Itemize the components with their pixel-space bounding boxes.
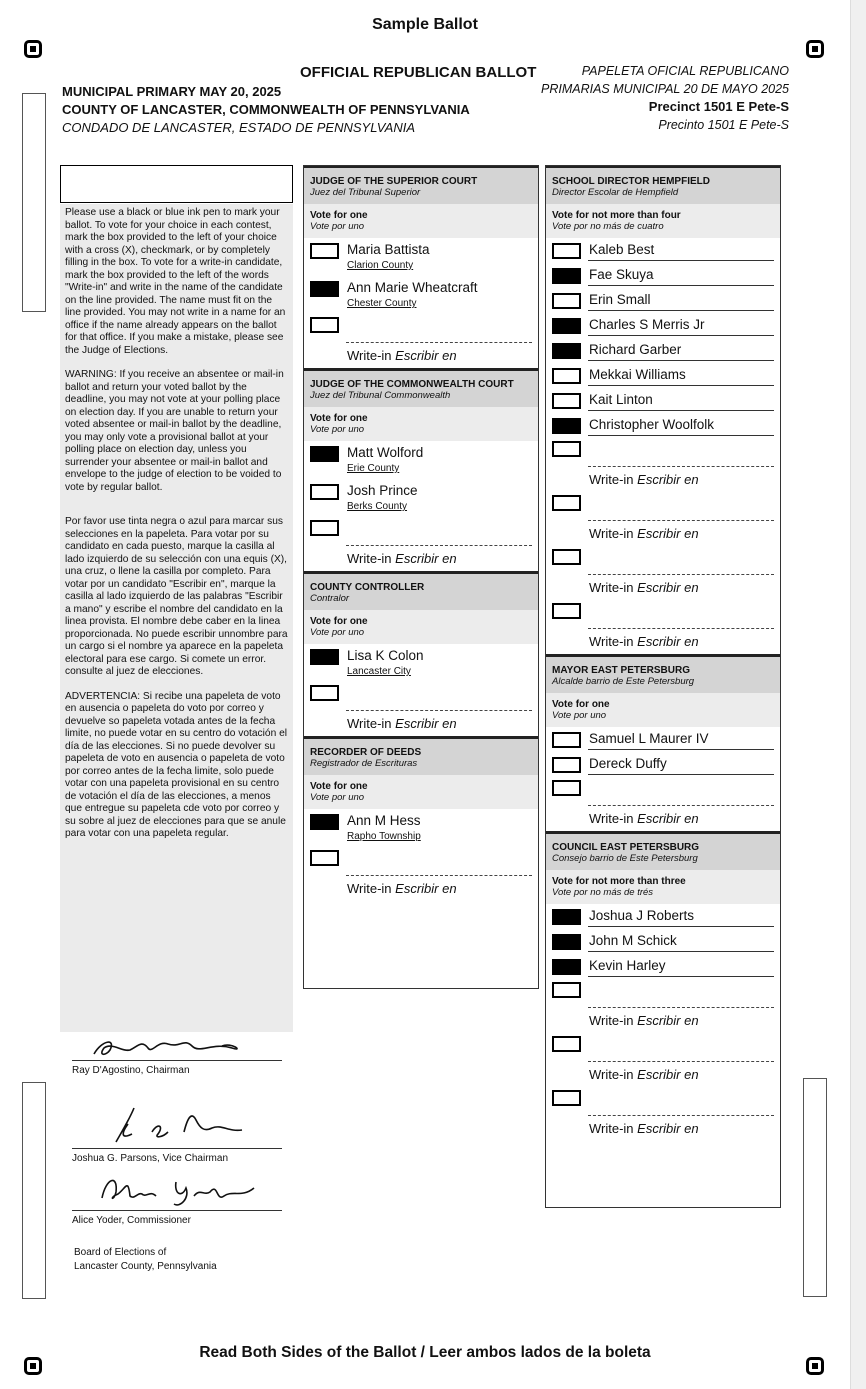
write-in-label: Write-in Escribir en — [589, 634, 699, 649]
vote-instruction: Vote for one Vote por uno — [304, 610, 538, 644]
write-in-line[interactable] — [346, 545, 532, 546]
signature-alice-yoder — [72, 1168, 272, 1210]
candidate-name: Ann Marie Wheatcraft — [347, 280, 478, 295]
vote-instruction: Vote for not more than three Vote por no más de trés — [546, 870, 780, 904]
candidate-name: Dereck Duffy — [589, 756, 667, 771]
primary-date-es: PRIMARIAS MUNICIPAL 20 DE MAYO 2025 — [541, 82, 789, 96]
candidate-name: Kevin Harley — [589, 958, 666, 973]
candidate-name: Josh Prince — [347, 483, 418, 498]
candidate-name: Kait Linton — [589, 392, 653, 407]
candidate-row[interactable] — [546, 338, 780, 363]
signature-commissioner — [72, 1168, 282, 1226]
signature-vice-chairman — [72, 1102, 282, 1164]
contest-title: COUNTY CONTROLLER — [310, 582, 425, 593]
contest-header — [546, 168, 780, 204]
candidate-row[interactable] — [546, 929, 780, 954]
candidate-row[interactable] — [546, 313, 780, 338]
vote-oval[interactable] — [310, 484, 339, 500]
vote-oval-filled[interactable] — [310, 446, 339, 462]
contest-subtitle: Director Escolar de Hempfield — [552, 187, 679, 198]
candidate-row[interactable] — [546, 413, 780, 438]
precinct-es: Precinto 1501 E Pete-S — [658, 118, 789, 132]
write-in-row[interactable] — [546, 979, 780, 1033]
write-in-oval[interactable] — [552, 441, 581, 457]
write-in-label: Write-in Escribir en — [589, 811, 699, 826]
write-in-oval[interactable] — [552, 982, 581, 998]
signature-joshua-parsons — [72, 1102, 272, 1148]
instructions-es: Por favor use tinta negra o azul para marcar sus selecciones en la papeleta. Para votar por su candidato en cada puesto, marque la casilla al lado izquierdo de su selección con una equis (X), una cruz, o llene la casilla por completo. Para votar por un candidato "Escribir en", marque la casilla al lado izquierdo de las palabras "Escribir a mano" y escribe el nombre del candidato en la linea provista. El nombre debe caber en la linea proporcionada. No puede escribir unnombre para un cargo si el nombre ya aparece en la papeleta electoral para ese cargo. Si comete un error. consulte al juez de elecciones. — [65, 516, 288, 677]
candidate-name: Ann M Hess — [347, 813, 421, 828]
precinct: Precinct 1501 E Pete-S — [648, 99, 789, 114]
contest-subtitle: Juez del Tribunal Commonwealth — [310, 390, 451, 401]
contest-header — [546, 834, 780, 870]
write-in-label: Write-in Escribir en — [589, 1013, 699, 1028]
registration-mark-top-left — [24, 40, 42, 58]
write-in-row[interactable] — [304, 847, 538, 901]
contest-subtitle: Alcalde barrio de Este Petersburg — [552, 676, 695, 687]
contest-header — [304, 739, 538, 775]
timing-bar-left-top — [22, 93, 46, 312]
signer-name: Alice Yoder, Commissioner — [72, 1215, 191, 1226]
timing-bar-left-bottom — [22, 1082, 46, 1299]
write-in-line[interactable] — [588, 574, 774, 575]
ballot-header-left — [62, 83, 470, 137]
vote-oval[interactable] — [552, 393, 581, 409]
write-in-row[interactable] — [546, 1087, 780, 1141]
sample-ballot-title: Sample Ballot — [372, 16, 478, 33]
candidate-county: Chester County — [347, 298, 417, 309]
candidate-name: Fae Skuya — [589, 267, 654, 282]
write-in-label: Write-in Escribir en — [589, 472, 699, 487]
write-in-oval[interactable] — [552, 780, 581, 796]
vote-oval-filled[interactable] — [552, 268, 581, 284]
candidate-row[interactable] — [546, 752, 780, 777]
footer-note: Read Both Sides of the Ballot / Leer ambos lados de la boleta — [199, 1344, 651, 1361]
county-name-es: CONDADO DE LANCASTER, ESTADO DE PENNSYLVANIA — [62, 120, 416, 135]
write-in-row[interactable] — [546, 546, 780, 600]
warning-en: WARNING: If you receive an absentee or mail-in ballot and return your voted ballot by the deadline, you may not vote at your polling place on election day. If you are unable to return your voted absentee or mail-in ballot by the deadline, you may only vote a provisional ballot at your polling place on election day, unless you surrender your absentee or mail-in ballot and envelope to the judge of election to be voided to vote by regular ballot. — [65, 369, 284, 493]
candidate-name: John M Schick — [589, 933, 677, 948]
scrollbar[interactable] — [850, 0, 866, 1389]
write-in-line[interactable] — [346, 875, 532, 876]
ballot-column-3 — [545, 165, 781, 1208]
contest-subtitle: Juez del Tribunal Superior — [310, 187, 421, 198]
contest-title: MAYOR EAST PETERSBURG — [552, 665, 690, 676]
contest-header — [304, 574, 538, 610]
contest-title: JUDGE OF THE SUPERIOR COURT — [310, 176, 478, 187]
candidate-county: Erie County — [347, 463, 400, 474]
signature-ray-dagostino — [72, 1036, 272, 1060]
write-in-line[interactable] — [588, 805, 774, 806]
vote-instruction: Vote for not more than four Vote por no más de cuatro — [546, 204, 780, 238]
ballot-title-es: PAPELETA OFICIAL REPUBLICANO — [581, 64, 789, 78]
candidate-name: Samuel L Maurer IV — [589, 731, 709, 746]
write-in-oval[interactable] — [552, 495, 581, 511]
vote-oval-filled[interactable] — [310, 814, 339, 830]
contest-subtitle: Consejo barrio de Este Petersburg — [552, 853, 698, 864]
candidate-name: Matt Wolford — [347, 445, 424, 460]
write-in-label: Write-in Escribir en — [347, 716, 457, 731]
candidate-county: Lancaster City — [347, 666, 411, 677]
contest-title: SCHOOL DIRECTOR HEMPFIELD — [552, 176, 710, 187]
write-in-label: Write-in Escribir en — [589, 580, 699, 595]
write-in-line[interactable] — [588, 1061, 774, 1062]
write-in-line[interactable] — [588, 520, 774, 521]
candidate-county: Clarion County — [347, 260, 414, 271]
candidate-row[interactable] — [546, 904, 780, 929]
write-in-row[interactable] — [546, 1033, 780, 1087]
vote-oval-filled[interactable] — [552, 959, 581, 975]
ballot-stub-box — [60, 165, 293, 203]
candidate-row[interactable] — [546, 954, 780, 979]
contest-subtitle: Registrador de Escrituras — [310, 758, 418, 769]
vote-oval-filled[interactable] — [552, 909, 581, 925]
contest-superior-court — [304, 166, 538, 368]
write-in-line[interactable] — [588, 1007, 774, 1008]
vote-oval-filled[interactable] — [552, 343, 581, 359]
county-name: COUNTY OF LANCASTER, COMMONWEALTH OF PENNSYLVANIA — [62, 102, 470, 117]
candidate-row[interactable] — [304, 238, 538, 276]
candidate-county: Rapho Township — [347, 831, 421, 842]
vote-oval[interactable] — [552, 757, 581, 773]
vote-oval[interactable] — [310, 243, 339, 259]
candidate-row[interactable] — [304, 276, 538, 314]
warning-es: ADVERTENCIA: Si recibe una papeleta de voto en ausencia o papeleta do voto por correo y devuelve so papeleta votada antes de la fecha limite, no puede votar en su centro do votación el día de las elecciones. Si no puede devolver su papeleta de voto en ausencia o papeleta de voto por correo antes de la fecha limite, solo puede votar con una papeleta provisional en su centro de votación el día de las elecciones, a menos que entregue su papeleta cde voto por correo y su sobre al juez de elecciones para que se anule para votar con una papeleta regular. — [65, 690, 287, 839]
contest-header — [304, 371, 538, 407]
primary-date: MUNICIPAL PRIMARY MAY 20, 2025 — [62, 84, 282, 99]
write-in-oval[interactable] — [552, 549, 581, 565]
write-in-line[interactable] — [588, 1115, 774, 1116]
vote-instruction: Vote for one Vote por uno — [304, 204, 538, 238]
candidate-row[interactable] — [546, 238, 780, 263]
write-in-line[interactable] — [346, 342, 532, 343]
write-in-line[interactable] — [588, 628, 774, 629]
candidate-name: Erin Small — [589, 292, 651, 307]
write-in-row[interactable] — [546, 777, 780, 831]
write-in-row[interactable] — [304, 682, 538, 736]
contest-council — [546, 831, 780, 1141]
candidate-row[interactable] — [304, 809, 538, 847]
timing-bar-right-bottom — [803, 1078, 827, 1297]
candidate-row[interactable] — [304, 479, 538, 517]
candidate-row[interactable] — [546, 388, 780, 413]
write-in-oval[interactable] — [552, 1090, 581, 1106]
board-line-2: Lancaster County, Pennsylvania — [74, 1261, 217, 1272]
write-in-oval[interactable] — [310, 850, 339, 866]
write-in-oval[interactable] — [310, 685, 339, 701]
vote-oval[interactable] — [552, 243, 581, 259]
contest-subtitle: Contralor — [310, 593, 350, 604]
write-in-label: Write-in Escribir en — [347, 348, 457, 363]
write-in-row[interactable] — [304, 314, 538, 368]
board-of-elections — [74, 1246, 217, 1274]
instructions-en: Please use a black or blue ink pen to mark your ballot. To vote for your choice in each contest, mark the box provided to the left of your choice with a cross (X), checkmark, or by completely filling in the box. To vote for a write-in candidate, mark the box provided to the left of the words "Write-in" and write in the name of the candidate on the line provided. The name must fit on the line provided. You may not write in a name for an office if the name already appears on the ballot for that office. If you make a mistake, please see the Judge of Elections. — [65, 207, 286, 356]
contest-county-controller — [304, 571, 538, 736]
write-in-line[interactable] — [588, 466, 774, 467]
candidate-row[interactable] — [546, 363, 780, 388]
vote-instruction: Vote for one Vote por uno — [546, 693, 780, 727]
write-in-label: Write-in Escribir en — [347, 551, 457, 566]
signer-name: Ray D'Agostino, Chairman — [72, 1065, 190, 1076]
candidate-row[interactable] — [304, 441, 538, 479]
instructions-panel — [60, 204, 293, 1032]
signer-name: Joshua G. Parsons, Vice Chairman — [72, 1153, 229, 1164]
candidate-name: Richard Garber — [589, 342, 682, 357]
write-in-oval[interactable] — [552, 603, 581, 619]
candidate-name: Kaleb Best — [589, 242, 655, 257]
vote-oval-filled[interactable] — [552, 418, 581, 434]
ballot-column-2 — [303, 165, 539, 989]
contest-header — [546, 657, 780, 693]
vote-oval[interactable] — [552, 368, 581, 384]
signature-chairman — [72, 1036, 282, 1076]
candidate-name: Christopher Woolfolk — [589, 417, 715, 432]
write-in-label: Write-in Escribir en — [589, 1121, 699, 1136]
vote-instruction: Vote for one Vote por uno — [304, 407, 538, 441]
write-in-oval[interactable] — [310, 317, 339, 333]
board-line-1: Board of Elections of — [74, 1247, 167, 1258]
vote-oval-filled[interactable] — [310, 281, 339, 297]
write-in-oval[interactable] — [310, 520, 339, 536]
candidate-name: Mekkai Williams — [589, 367, 686, 382]
contest-title: COUNCIL EAST PETERSBURG — [552, 842, 700, 853]
write-in-label: Write-in Escribir en — [589, 526, 699, 541]
contest-commonwealth-court — [304, 368, 538, 571]
vote-oval-filled[interactable] — [552, 318, 581, 334]
ballot-header-right — [541, 62, 789, 134]
vote-oval[interactable] — [552, 293, 581, 309]
contest-mayor — [546, 654, 780, 831]
vote-oval[interactable] — [552, 732, 581, 748]
candidate-row[interactable] — [546, 727, 780, 752]
write-in-line[interactable] — [346, 710, 532, 711]
candidate-name: Maria Battista — [347, 242, 430, 257]
contest-title: JUDGE OF THE COMMONWEALTH COURT — [310, 379, 514, 390]
vote-oval-filled[interactable] — [552, 934, 581, 950]
contest-title: RECORDER OF DEEDS — [310, 747, 422, 758]
contest-recorder-of-deeds — [304, 736, 538, 901]
write-in-oval[interactable] — [552, 1036, 581, 1052]
registration-mark-top-right — [806, 40, 824, 58]
vote-oval-filled[interactable] — [310, 649, 339, 665]
candidate-row[interactable] — [546, 288, 780, 313]
candidate-name: Lisa K Colon — [347, 648, 424, 663]
candidate-row[interactable] — [304, 644, 538, 682]
contest-school-director — [546, 166, 780, 654]
write-in-row[interactable] — [304, 517, 538, 571]
candidate-name: Joshua J Roberts — [589, 908, 695, 923]
candidate-row[interactable] — [546, 263, 780, 288]
write-in-label: Write-in Escribir en — [347, 881, 457, 896]
official-ballot-title: OFFICIAL REPUBLICAN BALLOT — [300, 64, 537, 81]
write-in-row[interactable] — [546, 438, 780, 492]
write-in-label: Write-in Escribir en — [589, 1067, 699, 1082]
candidate-name: Charles S Merris Jr — [589, 317, 705, 332]
contest-header — [304, 168, 538, 204]
write-in-row[interactable] — [546, 600, 780, 654]
vote-instruction: Vote for one Vote por uno — [304, 775, 538, 809]
candidate-county: Berks County — [347, 501, 408, 512]
write-in-row[interactable] — [546, 492, 780, 546]
